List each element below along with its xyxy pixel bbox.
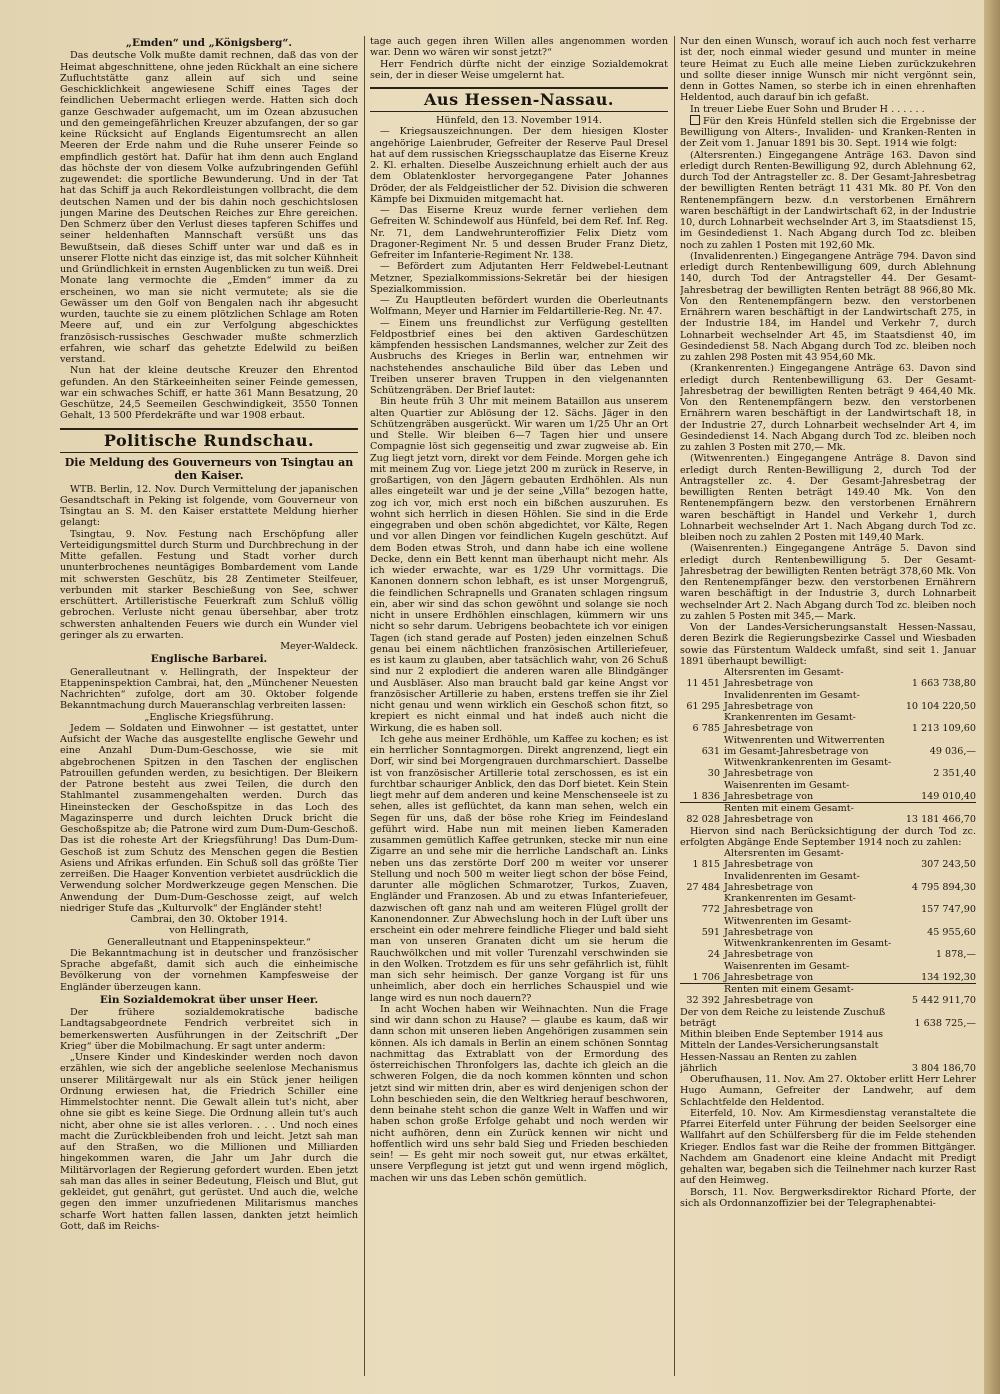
table-row — [680, 735, 976, 758]
table-cell-n: 6 785 — [692, 723, 720, 735]
kriegsauszeichnungen-paragraph: — Kriegsauszeichnungen. Der dem hiesigen Kloster angehörige Laienbruder, Gefreiter der Reserve Paul Dresel hat auf dem russischen Kriegsschauplatze das Eiserne Kreuz 2. Kl. erhalten. Dieselbe Auszeichnung erhielt auch der aus dem Oblatenkloster hervorgegangene Pater Johannes Dröder, der als Feldgeistlicher der 52. Division die schweren Kämpfe bei Dixmuiden mitgemacht hat. — [370, 126, 668, 205]
hauptleute-paragraph: — Zu Hauptleuten befördert wurden die Oberleutnants Wolfmann, Meyer und Harnier im Feldartillerie-Reg. Nr. 47. — [370, 295, 668, 318]
oberufhausen-paragraph: Oberufhausen, 11. Nov. Am 27. Oktober erlitt Herr Lehrer Hugo Aumann, Gefreiter der Landwehr, auf dem Schlachtfelde den Heldentod. — [680, 1074, 976, 1108]
tsingtau-signature: Meyer-Waldeck. — [280, 641, 358, 652]
table-row — [680, 780, 976, 803]
hessen-nassau-heading: Aus Hessen-Nassau. — [370, 87, 668, 112]
emden-paragraph: Das deutsche Volk mußte damit rechnen, daß das von der Heimat abgeschnittene, ohne jeden Rückhalt an eine sichere Zufluchtstätte ganz allein auf sich und seine Geschicklichkeit angewiesene Schiff eines Tages der feindlichen Uebermacht erliegen werde. Hatten sich doch ganze Geschwader aufgemacht, um im Ozean abzusuchen und den gemeingefährlichen Kreuzer abzufangen, der so gar keine Rücksicht auf Englands Eigentumsrecht an allen Meeren der Erde nahm und die Ruhe unserer Feinde so empfindlich gestört hat. Dafür hat ihm denn auch England das höchste der von diesem Volke aufzubringenden Gefühl zugewendet: die sportliche Bewunderung. Und in der Tat hat das Schiff ja auch Rekordleistungen vollbracht, die dem deutschen Namen und der bis dahin noch geschichtslosen jungen Marine des Deutschen Reiches zur Ehre gereichen. Den Schmerz über den Verlust dieses tapferen Schiffes und seiner heldenhaften Mannschaft versüßt uns das Bewußtsein, daß dieses Schiff unter war und daß es in unserer Flotte nicht das einzige ist, das mit solcher Kühnheit und Gründlichkeit in ernsten Augenblicken zu tun weiß. Drei Monate lang vermochte die „Emden“ immer da zu erscheinen, wo man sie nicht vermutete; als sie die Gewässer um den Golf von Bengalen nach ihr abgesucht wurden, tauchte sie zu einem plötzlichen Schlage am Roten Meere auf, und ein zur Verfolgung abgeschicktes französisch-russisches Geschwader mußte schmerzlich erfahren, wie scharf das gehetzte Edelwild zu beißen verstand. — [60, 50, 358, 365]
borsch-paragraph: Borsch, 11. Nov. Bergwerksdirektor Richard Pforte, der sich als Ordonnanzoffizier bei der Telegraphenabtei- — [680, 1186, 976, 1209]
reich-label: Der von dem Reiche zu leistende Zuschuß beträgt — [680, 1006, 886, 1029]
table-cell-t: Witwenkrankenrenten im Gesamt-Jahresbetrage von — [724, 757, 892, 780]
table-cell-t: Witwenrenten und Witwerrenten im Gesamt-Jahresbetrage von — [724, 734, 885, 757]
checkbox-bracket-icon — [690, 115, 700, 125]
column-3 — [680, 36, 976, 1381]
table-cell-n: 1 815 — [692, 859, 720, 871]
invalidenrenten-paragraph: (Invalidenrenten.) Eingegangene Anträge 794. Davon sind erledigt durch Rentenbewilligung 609, durch Ablehnung 140, durch Tod der Antragsteller 44. Der Gesamt-Jahresbetrag der bewilligten Renten beträgt 88 966,80 Mk. Von den Rentenempfängern bezw. den verstorbenen Ernährern waren beschäftigt in der Landwirtschaft 275, in der Industrie 184, im Handel und Verkehr 7, durch Lohnarbeit wechselnder Art 45, im Staatsdienst 40, im Gesindedienst 58. Nach Abgang durch Tod zc. bleiben noch zu zahlen 298 Posten mit 43 954,60 Mk. — [680, 250, 976, 363]
feldpostbrief-paragraph-1: Bin heute früh 3 Uhr mit meinem Bataillon aus unserem alten Quartier zur Ablösung der 12. Sächs. Jäger in den Schützengräben ausgerückt. Wir waren um 1/25 Uhr an Ort und Stelle. Wir bleiben 6—7 Tagen hier und unsere Compagnie löst sich gegenseitig und zwar zugweise ab. Ein Zug liegt jetzt vorn, direkt vor dem Feinde. Morgen gehe ich mit meinem Zug vor. Liege jetzt 200 m zurück in Reserve, in großartigen, von den Jägern gebauten Erdhöhlen. Als nun alles eingeteilt war und je der seine „Villa“ bezogen hatte, zog ich vor, mich erst noch ein bißchen auszuruhen. Es wohnt sich herrlich in diesen Höhlen. Sie sind in die Erde eingegraben und oben schön abgedichtet, vor Kälte, Regen und vor allen Dingen vor feindlichen Kugeln geschützt. Auf dem Boden etwas Stroh, und dann habe ich eine wollene Decke, denn ein Bett kennt man überhaupt nicht mehr. Als ich wieder erwachte, war es 1/29 Uhr vormittags. Die Kanonen donnern schon lebhaft, es ist unser Morgengruß, die feindlichen Schrapnells und Granaten schlagen ringsum ein, aber wir sind das schon gewöhnt und solange sie noch nicht in unsere Erdhöhlen einschlagen, kümmern wir uns nicht so sehr darum. Uebrigens beobachtete ich vor einigen Tagen (ich stand gerade auf Posten) jeden einzelnen Schuß genau bei einem nächtlichen französischen Artilleriefeuer, es ist kaum zu glauben, aber tatsächlich wahr, von 26 Schuß sind nur 2 explodiert die anderen waren alle Blindgänger und Ausbläser. Also man braucht bald gar keine Angst vor französischer Artillerie zu haben, erstens treffen sie ihr Ziel nicht genau und wenn wirklich ein Geschoß schon fitzt, so krepiert es nicht einmal und hat indeß auch nicht die Wirkung, die es haben soll. — [370, 396, 668, 734]
emden-paragraph-2: Nun hat der kleine deutsche Kreuzer den Ehrentod gefunden. An den Stärkeeinheiten seiner Feinde gemessen, war ein schwaches Schiff, er hatte 361 Mann Besatzung, 20 Geschütze, 24,5 Seemeilen Geschwindigkeit, 3550 Tonnen Gehalt, 13 500 Pferdekräfte und war 1908 erbaut. — [60, 365, 358, 422]
tsingtau-intro: WTB. Berlin, 12. Nov. Durch Vermittelung der japanischen Gesandtschaft in Peking ist folgende, vom Gouverneur von Tsingtau an S. M. den Kaiser erstattete Meldung hierher gelangt: — [60, 483, 358, 529]
continued-text-2: Herr Fendrich dürfte nicht der einzige Sozialdemokrat sein, der in dieser Weise umgelernt hat. — [370, 58, 668, 81]
eisernes-kreuz-paragraph: — Das Eiserne Kreuz wurde ferner verliehen dem Gefreiten W. Schindewolf aus Hünfeld, bei dem Ref. Inf. Reg. Nr. 71, dem Landwehrunteroffizier Felix Dietz vom Dragoner-Regiment Nr. 5 und dessen Bruder Franz Dietz, Gefreiter im Infanterie-Regiment Nr. 138. — [370, 205, 668, 261]
table-cell-t: Invalidenrenten im Gesamt-Jahresbetrage von — [724, 870, 860, 893]
column-2 — [370, 36, 668, 1381]
table-cell-v: 1 878,— — [935, 949, 976, 961]
table-cell-t: Krankenrenten im Gesamt-Jahresbetrage von — [724, 893, 856, 916]
table-sum-cell-n: 32 392 — [680, 984, 724, 1007]
column-rule — [674, 36, 675, 1376]
sozialdemokrat-heading: Ein Sozialdemokrat über unser Heer. — [99, 993, 319, 1006]
barbarei-signature-1: von Hellingrath, — [169, 925, 249, 937]
table-row — [680, 1029, 976, 1074]
letter-ending: Nur den einen Wunsch, worauf ich auch noch fest verharre ist der, noch einmal wieder gesund und munter in meine teure Heimat zu Euch alle meine Lieben zurückzukehren und sollte dieser innige Wunsch mir nicht vergönnt sein, denn in Gottes Namen, so sterbe ich in einen ehrenhaften Heldentod, auch darauf bin ich gefaßt. — [680, 36, 976, 104]
table-cell-t: Invalidenrenten im Gesamt-Jahresbetrage von — [724, 689, 860, 712]
table-cell-v: 157 747,90 — [921, 904, 976, 916]
table-cell-t: Krankenrenten im Gesamt-Jahresbetrage von — [724, 712, 856, 735]
table-row — [680, 690, 976, 713]
table-cell-n: 591 — [701, 926, 720, 938]
barbarei-place: Cambrai, den 30. Oktober 1914. — [130, 914, 288, 925]
table-row — [680, 757, 976, 780]
barbarei-heading: Englische Barbarei. — [150, 653, 268, 666]
altersrenten-paragraph: (Altersrenten.) Eingegangene Anträge 163. Davon sind erledigt durch Renten-Bewilligung 92, durch Ablehnung 62, durch Tod der Antragsteller zc. 8. Der Gesamt-Jahresbetrag der bewilligten Renten beträgt 11 431 Mk. 80 Pf. Von den Rentenempfängern bezw. d.n verstorbenen Ernährern waren beschäftigt in der Landwirtschaft 62, in der Industrie 10, durch Lohnarbeit wechselnder Art 3, im Staatsdienst 15, im Gesindedienst 1. Nach Abgang durch Tod zc. bleiben noch zu zahlen 1 Posten mit 192,60 Mk. — [680, 149, 976, 251]
table-row — [680, 1007, 976, 1030]
table-sum-cell-v: 5 442 911,70 — [894, 984, 976, 1007]
table-cell-v: 1 213 109,60 — [911, 723, 976, 735]
tsingtau-message: Tsingtau, 9. Nov. Festung nach Erschöpfung aller Verteidigungsmittel durch Sturm und Durchbrechung in der Mitte gefallen. Festung und Stadt vorher durch ununterbrochenes neuntägiges Bombardement vom Lande mit schwersten Geschütz, bis 28 Zentimeter Steilfeuer, verbunden mit starker Beschießung von See, schwer erschüttert. Artilleristische Feuerkraft zum Schluß völlig gebrochen. Verluste nicht genau übersehbar, aber trotz schwersten anhaltenden Feuers wie durch ein Wunder viel geringer als zu erwarten. — [60, 528, 358, 641]
dateline: Hünfeld, den 13. November 1914. — [436, 115, 602, 126]
table-sum-cell-n: 82 028 — [680, 803, 724, 826]
table-sum-row — [680, 803, 976, 826]
eiterfeld-paragraph: Eiterfeld, 10. Nov. Am Kirmesdienstag veranstaltete die Pfarrei Eiterfeld unter Führung der beiden Seelsorger eine Wallfahrt auf den Schülfersberg für die im Felde stehenden Krieger. Endlos fast war die Reihe der frommen Bittgänger. Nachdem am Gnadenort eine kleine Andacht mit Predigt gehalten war, begaben sich die Teilnehmer nach kurzer Rast auf den Heimweg. — [680, 1107, 976, 1187]
sozialdemokrat-text: „Unsere Kinder und Kindeskinder werden noch davon erzählen, wie sich der angebliche seelenlose Mechanismus unserer Militärgewalt nur als ein Stück jener heiligen Ordnung erwiesen hat, die Friedrich Schiller eine Himmelstochter nennt. Die Gewalt allein tut's nicht, aber ohne sie gibt es keine Siege. Die Ordnung allein tut's auch nicht, aber ohne sie ist alles verloren. . . . Und noch eines macht die Zurückbleibenden froh und leicht. Jetzt sah man auf den Straßen, wo die Millionen und Milliarden hingekommen waren, die Jahr um Jahr durch die Militärvorlagen der Regierung gefordert wurden. Eben jetzt sah man das alles in seiner Bedeutung, Fleisch und Blut, gut gekleidet, gut genährt, gut gerüstet. Und auch die, welche gegen den immer unzufriedenen Militarismus manches scharfe Wort hatten fallen lassen, dankten jetzt heimlich Gott, daß im Reichs- — [60, 1052, 358, 1232]
table-cell-n: 30 — [707, 768, 720, 780]
abgaenge-text: Hiervon sind nach Berücksichtigung der durch Tod zc. erfolgten Abgänge Ende September 1914 noch zu zahlen: — [680, 825, 976, 848]
table-sum-cell-t: Renten mit einem Gesamt-Jahresbetrage von — [724, 984, 894, 1007]
table-sum-row — [680, 984, 976, 1007]
table-row — [680, 893, 976, 916]
table-cell-v: 2 351,40 — [933, 768, 976, 780]
barbarei-intro: Generalleutnant v. Hellingrath, der Inspekteur der Etappeninspektion Cambrai, hat, den „Münchener Neuesten Nachrichten“ zufolge, dort am 30. Oktober folgende Bekanntmachung durch Maueranschlag verbreiten lassen: — [60, 666, 358, 712]
emden-heading: „Emden“ und „Königsberg“. — [125, 37, 293, 49]
rundschau-heading: Politische Rundschau. — [60, 428, 358, 453]
table-cell-v: 45 955,60 — [927, 926, 976, 938]
table-cell-t: Altersrenten im Gesamt-Jahresbetrage von — [724, 848, 844, 871]
tsingtau-heading: Die Meldung des Gouverneurs von Tsingtau an den Kaiser. — [64, 455, 354, 482]
witwenrenten-paragraph: (Witwenrenten.) Eingegangene Anträge 8. Davon sind erledigt durch Renten-Bewilligung 2, durch Tod der Antragsteller zc. 4. Der Gesamt-Jahresbetrag der bewilligten Renten beträgt 149.40 Mk. Von den Rentenempfängern bezw. den verstorbenen Ernährern waren beschäftigt in Handel und Verkehr 1, durch Lohnarbeit wechselnder Art 1. Nach Abgang durch Tod zc. bleiben noch zu zahlen 2 Posten mit 149,40 Mark. — [680, 453, 976, 543]
table-cell-n: 772 — [701, 904, 720, 916]
table-cell-t: Waisenrenten im Gesamt-Jahresbetrage von — [724, 960, 850, 983]
table-cell-v: 1 663 738,80 — [911, 678, 976, 690]
table-row — [680, 712, 976, 735]
mittel-value: 3 804 186,70 — [911, 1062, 976, 1074]
table-cell-n: 24 — [707, 949, 720, 961]
feldpostbrief-intro: — Einem uns freundlichst zur Verfügung gestellten Feldpostbrief eines bei den aktiven Gardeschützen kämpfenden hessischen Landsmannes, welcher zur Zeit des Ausbruchs des Krieges in Berlin war, entnehmen wir nachstehendes anschauliche Bild über das Leben und Treiben unserer braven Truppen in den vielgenannten Schützengräben. Der Brief lautet: — [370, 317, 668, 396]
zuschuss-table — [680, 1007, 976, 1075]
table-cell-n: 631 — [701, 745, 720, 757]
table-cell-v: 149 010,40 — [921, 790, 976, 802]
table-cell-v: 134 192,30 — [921, 971, 976, 983]
feldpostbrief-paragraph-2: Ich gehe aus meiner Erdhöhle, um Kaffee zu kochen; es ist ein herrlicher Sonntagmorgen. Direkt angrenzend, liegt ein Dorf, wir sind bei Morgengrauen durchmarschiert. Dasselbe ist von französischer Artillerie total zerschossen, es ist ein furchtbar schauriger Anblick, den das Dorf bietet. Kein Stein liegt mehr auf dem anderen und keine Menschenseele ist zu sehen, alles ist geflüchtet, da kann man sehen, welch ein Segen für uns, daß der böse rohe Krieg im Feindesland geführt wird. Habe nun mit meinen lieben Kameraden zusammen gemütlich Kaffee getrunken, stecke mir nun eine Zigarre an und sehe mir die herrliche Landschaft an. Links neben uns das zerstörte Dorf 200 m weiter vor unserer Stellung und noch 500 m weiter liegt schon der böse Feind, darunter alle möglichen Schmarotzer, Turkos, Zuaven, Engländer und Franzosen. Ab und zu etwas Infanteriefeuer, dazwischen oft ganz nah und am weiteren Flügel grollt der Kanonendonner. Zur Abwechslung hoch in der Luft über uns erscheint ein oder mehrere feindliche Flieger und bald sieht man von unseren Granaten dicht um sie herum die Rauchwölkchen und mit voller Turenzahl verschwinden sie in den Wolken. Trotzdem es für uns sehr gefährlich ist, fühlt man sich sehr heimisch. Der ganze Vorgang ist für uns unheimlich, aber doch ein herrliches Schauspiel und wie lange wird es nun noch dauern?? — [370, 733, 668, 1004]
befoerderung-paragraph: — Befördert zum Adjutanten Herr Feldwebel-Leutnant Metzner, Spezialkommissions-Sekretär bei der hiesigen Spezialkommission. — [370, 261, 668, 295]
table-cell-n: 1 836 — [692, 790, 720, 802]
table-cell-n: 27 484 — [686, 881, 720, 893]
table-row — [680, 938, 976, 961]
sozialdemokrat-intro: Der frühere sozialdemokratische badische Landtagsabgeordnete Fendrich verbreitet sich in bemerkenswerten Ausführungen in der Zeitschrift „Der Krieg“ über die Mobilmachung. Er sagt unter anderm: — [60, 1007, 358, 1052]
column-rule — [364, 36, 365, 1376]
table-row — [680, 848, 976, 871]
reich-value: 1 638 725,— — [914, 1017, 976, 1029]
table-sum-cell-v: 13 181 466,70 — [894, 803, 976, 826]
waisenrenten-paragraph: (Waisenrenten.) Eingegangene Anträge 5. Davon sind erledigt durch Rentenbewilligung 5. Der Gesamt-Jahresbetrag der bewilligten Renten beträgt 378,60 Mk. Von den Rentenempfänger bezw. den verstorbenen Ernährern waren beschäftigt in der Industrie 3, durch Lohnarbeit wechselnder Art 2. Nach Abgang durch Tod zc. bleiben noch zu zahlen 5 Posten mit 345,— Mark. — [680, 543, 976, 622]
krankenrenten-paragraph: (Krankenrenten.) Eingegangene Anträge 63. Davon sind erledigt durch Rentenbewilligung 63. Der Gesamt-Jahresbetrag der bewilligten Renten beträgt 9 464,40 Mk. Von den Rentenempfängern bezw. den verstorbenen Ernährern waren beschäftigt in der Landwirtschaft 18, in der Industrie 27, durch Lohnarbeit wechselnder Art 4, im Gesindedienst 14. Nach Abgang durch Tod zc. bleiben noch zu zahlen 3 Posten mit 270,— Mk. — [680, 363, 976, 453]
table-cell-t: Witwenrenten im Gesamt-Jahresbetrage von — [724, 915, 852, 938]
table-cell-v: 49 036,— — [929, 745, 976, 757]
table-row — [680, 667, 976, 690]
column-1 — [60, 36, 358, 1381]
mittel-label: Mithin bleiben Ende September 1914 aus Mitteln der Landes-Versicherungsanstalt Hessen-Nassau an Renten zu zahlen jährlich — [680, 1029, 884, 1074]
kreis-huenfeld-intro — [680, 115, 976, 150]
barbarei-outro: Die Bekanntmachung ist in deutscher und französischer Sprache abgefaßt, damit sich auch die einheimische Bevölkerung von der vornehmen Kampfesweise der Engländer überzeugen kann. — [60, 947, 358, 993]
barbarei-quote-title: „Englische Kriegsführung. — [144, 711, 274, 723]
rentals-table-1 — [680, 667, 976, 826]
table-cell-v: 307 243,50 — [921, 859, 976, 871]
continued-text: tage auch gegen ihren Willen alles angenommen worden war. Denn wo wären wir sonst jetzt?“ — [370, 36, 668, 59]
table-cell-n: 11 451 — [686, 678, 720, 690]
barbarei-signature-2: Generalleutnant und Etappeninspekteur.“ — [107, 936, 311, 948]
table-row — [680, 916, 976, 939]
table-cell-n: 1 706 — [692, 971, 720, 983]
table-cell-n: 61 295 — [686, 700, 720, 712]
table-row — [680, 871, 976, 894]
barbarei-text: Jedem — Soldaten und Einwohner — ist gestattet, unter Aufsicht der Wache das ausgestellte englische Gewehr und eine Anzahl Dum-Dum-Geschosse, wie sie mit abgebrochenen Spitzen in den Taschen der englischen Patrouillen gefunden werden, zu besichtigen. Der Bleikern der Patrone besteht aus zwei Teilen, die durch den Stahlmantel zusammengehalten werden. Durch das Hineinstecken der Geschoßspitze in das Loch des Magazinsperre und durch leichten Druck bricht die Geschoßspitze ab; die Patrone wird zum Dum-Dum-Geschoß. Das ist die roheste Art der Kriegsführung! Das Dum-Dum-Geschoß ist zum Schutz des Menschen gegen die Bestien Asiens und Afrikas erfunden. Ein Schuß soll das größte Tier zerreißen. Die Haager Konvention verbietet ausdrücklich die Verwendung solcher Mordwerkzeuge gegen Menschen. Die Anwendung der Dum-Dum-Geschosse zeigt, auf welch niedriger Stufe das „Kulturvolk“ der Engländer steht! — [60, 722, 358, 914]
rentals-table-2 — [680, 848, 976, 1007]
feldpostbrief-paragraph-3: In acht Wochen haben wir Weihnachten. Nun die Frage sind wir dann schon zu Hause? — glaube es kaum, daß wir dann schon mit unseren lieben Angehörigen zusammen sein können. Als ich damals in Berlin an einem schönen Sonntag nachmittag das Extrablatt von der Ermordung des österreichischen Thronfolgers las, dachte ich gleich an die schweren Folgen, die da noch kommen könnten und schon jetzt sind wir mitten drin, aber es wird denjenigen schon der Lohn beschieden sein, die den Weltkrieg herauf beschworen, denn beinahe steht schon die ganze Welt in Waffen und wir haben schon große Erfolge gehabt und noch werden wir nicht aufhören, denn ein Zurück kennen wir nicht und hoffentlich wird uns sehr bald Sieg und Frieden beschieden sein! — Es geht mir noch soweit gut, nur etwas erkältet, unsere Verpflegung ist jetzt gut und wenn irgend möglich, machen wir uns das Leben schön gemütlich. — [370, 1003, 668, 1184]
kreis-huenfeld-text: Für den Kreis Hünfeld stellen sich die Ergebnisse der Bewilligung von Alters-, Invaliden- und Kranken-Renten in der Zeit vom 1. Januar 1891 bis 30. Sept. 1914 wie folgt: — [680, 115, 976, 150]
page-gutter — [984, 0, 1000, 1394]
letter-signature: In treuer Liebe Euer Sohn und Bruder H . . . . . . — [690, 103, 925, 115]
table-cell-t: Waisenrenten im Gesamt-Jahresbetrage von — [724, 779, 850, 802]
table-cell-t: Altersrenten im Gesamt-Jahresbetrage von — [724, 667, 844, 690]
table-row — [680, 961, 976, 984]
table-cell-v: 4 795 894,30 — [911, 881, 976, 893]
table-sum-cell-t: Renten mit einem Gesamt-Jahresbetrage von — [724, 803, 894, 826]
table-cell-v: 10 104 220,50 — [905, 700, 976, 712]
table-cell-t: Witwenkrankenrenten im Gesamt-Jahresbetrage von — [724, 938, 892, 961]
lva-intro: Von der Landes-Versicherungsanstalt Hessen-Nassau, deren Bezirk die Regierungsbezirke Cassel und Wiesbaden sowie das Fürstentum Waldeck umfaßt, sind seit 1. Januar 1891 überhaupt bewilligt: — [680, 622, 976, 667]
